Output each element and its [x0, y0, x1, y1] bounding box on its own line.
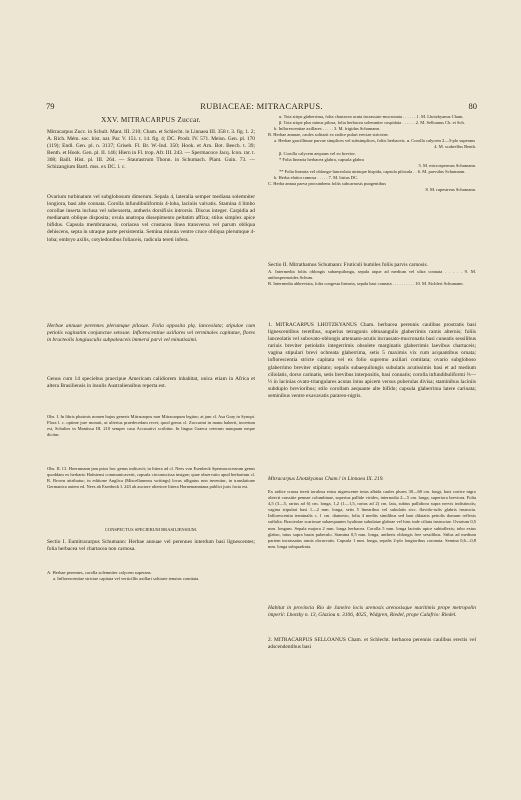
- species-1-block: [268, 322, 476, 400]
- key-line-6: 4. M. scabrellus Benth.: [434, 144, 476, 150]
- key-line-8: * Folia linearia herbacea glabra, capsula glabra: [279, 156, 364, 162]
- section-1-block: [47, 539, 255, 553]
- genus-title: XXV. MITRACARPUS Zuccar.: [101, 116, 201, 124]
- species-2-description: 2. MITRACARPUS SELLOANUS Cham. et Schlecht. herbacea perennis caulibus erectis vel adscendentibus basi: [268, 637, 476, 651]
- key-line-11: b. Herba elatior ramosa . . . . . 7. M. hirtus DC.: [274, 174, 359, 180]
- obs-2-block: [47, 466, 255, 490]
- section-1-text: Sectio I. Eumitracarpus Schumann: Herbae annuae vel perennes interdum basi lignescentes; folia herbacea vel chartacea non carnosa.: [47, 539, 255, 553]
- obs-1-block: [47, 414, 255, 438]
- running-header: [46, 101, 477, 113]
- genus-description: Ovarium turbinatum vel subglobosum dimerum. Sepala 4, lateralia semper mediana solemniter longiora, basi alte connata. Corolla infundibuliformis 4-loba, laciniis valvatis. Stamina 4 limbo corollae inserta inclusa vel subexserta, antheris dorsifixis introrsis. Discus integer. Carpidia ad medianam oblique disposita; ovula anatropa dissepimento peltatim affixa; stilus simplex apice bifidus. Capsula membranacea, coriacea vel crustacea linea transversa vel parum obliqua dehiscens, septa in utraque parte persistentia. Semina minuta ventre cruce obliqua plerumque 4-loba; embryo axilis, cotyledonibus foliaceis, radicula tereti infera.: [47, 194, 255, 243]
- key-line-9: 5. M. microspermus Schumann.: [418, 162, 476, 168]
- key-line-5: a. Herbae gracillimae parvae simplices vel subsimplices, foliis herbaceis. α. Corolla calycem 2—3-plo superans: [274, 138, 476, 144]
- section-2-text: Sectio II. Mitrathamus Schumann: Fruticuli humiles foliis parvis carnosis.: [268, 262, 428, 268]
- key-line-12: C. Herba annua parva procumbens foliis subcarnosis pungentibus: [268, 181, 386, 187]
- observation-1: Obs. I. In libris plurimis nomen hujus generis Mitracarpus non Mitracarpum legitur; at jam cl. Asa Gray in Synopt. Flora l. c. optime jure monuit, ut ulterius praedecedam recet; quod genus cl. Zuccarini in manu haberit, incertum est, Schultes in Mantissa III. 210 semper casu Accusativi scribitur. In lingua Graeca ceterum nunquam neque dicitur.: [47, 414, 255, 438]
- key-A: A. Herbae perennes, corolla solemniter calycem superans.: [47, 570, 152, 575]
- genus-distribution-block: [47, 376, 255, 390]
- key-line-15: B. Intermedia abbreviata, folia congesta linearia, sepala basi connata . . . . . . . . . . 10. M. Eichleri Schumann.: [268, 281, 464, 287]
- key-line-2: β. Tota stirpe plus minus pilosa, folia herbacea solemniter cuspidata . . . . . . 2. M. Selloanus Ch. et Sch.: [279, 120, 465, 126]
- key-line-14: A. Intermedia foliis oblongis subaequilonga, sepala atque ad medium vel ultra connata . . . . . 9. M. anthospermoides Schum.: [268, 269, 476, 281]
- species-1-description: 1. MITRACARPUS LHOTZKYANUS Cham. herbacea perennis caulibus prostratis basi lignescentibus teretibus, superius tetragonis obtusangulis glaberrimis ramis alternis; foliis lanceolatis vel subovato-oblongis attenuato-acutis incrassato-mucronatis basi cuneatis sessilibus rariuis breviter petiolatis integerrimis obsolete marginatis glaberrimis laevibus chartaceis; vagina stipulari brevi ochreata glaberrima, setis 5 maximis vix cum acquantibus ornata; inflorescentia stricte capitata vel ex folio supremo axillari comitata; ovario subgloboso glaberrimo breviter stipitato; sepalis subaequilongis subulatis acutissimis basi et ad medium ciliolatis, dorso carinatis, setis brevibus interpositis, basi connatis; corolla infundibuliformi ⅓—½ in lacinias ovato-triangulares acutas intus apicem versus puberulas divisa; staminibus laciniis subduplo brevioribus; stilo corollam aequante alte bifido; capsula glaberrima latere carinata; seminibus ventre exavavatis parareo-nigris.: [268, 322, 476, 399]
- key-continued-block: [268, 114, 476, 193]
- observation-2: Obs. II. Cl. Hoernmann jam prius hoc genus indicavit; in littera ad cl. Nees von Esenbeck Spermacocearum genus quoddam ex herbario Hafniensi communicaverit, capsula circumscissa insigne; quae observatio apud herbarium cl. R. Brown attributur; in editione Anglica (Miscellaneous writings) locus alligatus non invenitur, in translatione Germanica autem ed. Nees ab Esenbeck I. 243 ab auctore ulteriore littera Hornemanniana publici juris facta est.: [47, 466, 255, 490]
- key-line-3: b. Inflorescentiae axillares . . . . . 3. M. frigidus Schumann.: [274, 126, 380, 132]
- key-line-4: B. Herbae annuae, caules solitarii ex radice pulari erectae stricteae.: [268, 132, 389, 138]
- habit-block: [47, 323, 255, 344]
- key-line-1: α. Tota stirps glaberrima, folia chartacea acuta incrassato-mucronata . . . . . . 1. M. Lhotzkyanus Cham.: [279, 114, 464, 119]
- synonymy-block: [47, 129, 255, 172]
- description-block: [47, 194, 255, 244]
- key-line-7: β. Corolla calycem aequans vel eo brevior.: [279, 150, 356, 156]
- genus-distribution: Genus cum 14 speciebus praecipue Americam calidiorem inhabitat, unica etiam in Africa et altera Brasiliensis in insulis Australiensibus reperta est.: [47, 376, 255, 390]
- species-1-detail-block: [268, 489, 476, 550]
- running-title: RUBIACEAE: MITRACARPUS.: [200, 101, 323, 111]
- species-1-synonym: Mitracarpus Lhotzkyanus Cham.! in Linnaea IX. 219.: [268, 476, 384, 482]
- species-1-synonym-block: [268, 476, 476, 483]
- species-1-detail: Ex radice crassa tereti torulosa extus nigrescente intus albida caules plures 30—60 cm. longi, basi cortice nigro obtecti crassitie pennae columbinae, superius pallide virides; internodia 2—5 cm. longa, superiora breviora. Folia 4,5 (3—5, rarius ad 6) cm. longa, 1,2 (1—1,5, rarius ad 2) cm. lata, subtus pallidiora supra nervis indistinctis; vagina stipulari basi 1—2 mm. longa, setis 5 linearibus vel subulatis sicc. flavido-rufis glabris instructa. Inflorescentia terminalis c. 1 cm. diametro, folia 4 mediis similibus sed basi dilatatis petiolis domum reflexis suffulta. Bracteolae scariosae subaequantes hyalinae subulatae glabrae vel hinc inde ciliata instructae. Ovarium 0,5 mm. longum. Sepala majora 2 mm. longa herbacea. Corolla 5 mm. longa laciniis apice subinflexis; tubo extus glabro, intus supra basin puberulo. Stamina 0,5 mm. longa, antheris oblongis free sessilibus. Stilus ad medium partem incrassatus ramis obcurvatis. Capsula 1 mm. longa, sepalis 2-plo longioribus coronata. Semina 0,6—0,8 mm. longa subquadrata.: [268, 489, 476, 549]
- key-line-10: ** Folia linearia vel oblongo-lanceolata utrinque hispida, capsula pilosula . . 6. M. parvulus Schumann.: [279, 168, 466, 174]
- species-1-habitat-block: [268, 605, 476, 619]
- genus-title-block: [47, 116, 255, 125]
- page-number-right: 80: [468, 101, 477, 111]
- conspectus-block: [47, 527, 255, 533]
- key-a: a. Inflorescentiae strictae capitata vel verticillis axillari solitarie tenuius comitata.: [53, 576, 200, 582]
- section-2-block: [268, 262, 476, 287]
- species-2-block: [268, 637, 476, 651]
- species-1-habitat: Habitat in provincia Rio de Janeiro locis arenosis arenosisque maritimis prope metropolin imperii: Lhotzky n. 13, Glaziou n. 3106, 4025, Widgren, Riedel, prope Calafrio: Riedel.: [268, 605, 476, 619]
- key-a-block: [47, 570, 255, 582]
- habit-text: Herbae annuae perennes plerumque pilosae. Folia opposita plq. lanceolata; stipulae cum petiolis vaginatim conjunctae setosae. Inflorescentiae axillares vel terminales capitatae, flores in bracteolis longiusculis subpaleaceis immersi parvi vel minutissimi.: [47, 323, 255, 344]
- key-line-13: 8. M. rupestreus Schumann.: [425, 187, 476, 193]
- conspectus-heading: CONSPECTUS SPECIERUM BRASILIENSIUM.: [104, 527, 198, 532]
- page-number-left: 79: [46, 101, 55, 111]
- synonymy-text: Mitracarpus Zucc. in Schult. Mant. III. 210; Cham. et Schlecht. in Linnaea III. 358 t. 3. fig. 1. 2; A. Rich. Mém. soc. hist. nat. Par. V. 151. t. 14. fig. 4; DC. Prodr. IV. 571. Meisn. Gen. pl. 170 (119); Endl. Gen. pl. n. 3137; Griseb. Fl. Br. W.-Ind. 350; Hook. et Arn. Bot. Beech. t. 39; Benth. et Hook. Gen. pl. II. 146; Hiern in Fl. trop. Afr. III. 243. — Spermacoce Jacq. Icon. rar. t. 308; Baill. Hist. pl. III. 264. — Staurastrum Thonn. in Schumach. Plant. Guin. 73. — Schizangium Bartl. mss. ex DC. l. c.: [47, 129, 255, 171]
